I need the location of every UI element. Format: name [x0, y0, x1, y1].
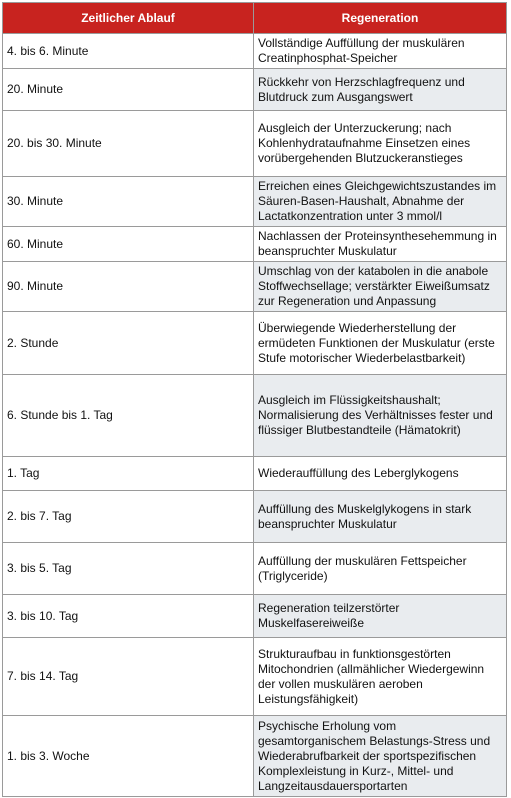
table-row [3, 177, 507, 227]
header-regeneration: Regeneration [254, 3, 507, 34]
regeneration-cell: Auffüllung der muskulären Fettspeicher (Triglyceride) [254, 543, 507, 595]
table-row [3, 375, 507, 457]
table-row [3, 69, 507, 111]
time-cell: 4. bis 6. Minute [3, 34, 254, 69]
header-time: Zeitlicher Ablauf [3, 3, 254, 34]
regeneration-cell: Ausgleich im Flüssigkeitshaushalt; Normalisierung des Verhältnisses fester und flüssiger Blutbestandteile (Hämatokrit) [254, 375, 507, 457]
time-cell: 2. bis 7. Tag [3, 491, 254, 543]
time-cell: 2. Stunde [3, 312, 254, 375]
regeneration-cell: Psychische Erholung vom gesamtorganischem Belastungs-Stress und Wiederabrufbarkeit der sportspezifischen Komplexleistung in Kurz-, Mittel- und Langzeitausdauersportarten [254, 716, 507, 797]
table-row [3, 543, 507, 595]
table-row [3, 457, 507, 491]
table-row [3, 595, 507, 638]
table-row [3, 262, 507, 312]
regeneration-cell: Regeneration teilzerstörter Muskelfasereiweiße [254, 595, 507, 638]
time-cell: 20. Minute [3, 69, 254, 111]
table-row [3, 491, 507, 543]
table-row [3, 111, 507, 177]
time-cell: 30. Minute [3, 177, 254, 227]
regeneration-cell: Nachlassen der Proteinsynthesehemmung in beanspruchter Muskulatur [254, 227, 507, 262]
table-row [3, 312, 507, 375]
time-cell: 20. bis 30. Minute [3, 111, 254, 177]
regeneration-cell: Erreichen eines Gleichgewichtszustandes im Säuren-Basen-Haushalt, Abnahme der Lactatkonzentration unter 3 mmol/l [254, 177, 507, 227]
table-row [3, 716, 507, 797]
regeneration-cell: Wiederauffüllung des Leberglykogens [254, 457, 507, 491]
time-cell: 6. Stunde bis 1. Tag [3, 375, 254, 457]
time-cell: 3. bis 10. Tag [3, 595, 254, 638]
time-cell: 90. Minute [3, 262, 254, 312]
table-row [3, 227, 507, 262]
regeneration-cell: Vollständige Auffüllung der muskulären Creatinphosphat-Speicher [254, 34, 507, 69]
regeneration-cell: Auffüllung des Muskelglykogens in stark beanspruchter Muskulatur [254, 491, 507, 543]
time-cell: 60. Minute [3, 227, 254, 262]
regeneration-cell: Strukturaufbau in funktionsgestörten Mitochondrien (allmählicher Wiedergewinn der vollen muskulären aeroben Leistungsfähigkeit) [254, 638, 507, 716]
time-cell: 3. bis 5. Tag [3, 543, 254, 595]
table-header-row [3, 3, 507, 34]
time-cell: 7. bis 14. Tag [3, 638, 254, 716]
regeneration-cell: Rückkehr von Herzschlagfrequenz und Blutdruck zum Ausgangswert [254, 69, 507, 111]
regeneration-cell: Ausgleich der Unterzuckerung; nach Kohlenhydrataufnahme Einsetzen eines vorübergehenden Blutzuckeranstieges [254, 111, 507, 177]
time-cell: 1. bis 3. Woche [3, 716, 254, 797]
regeneration-table [2, 2, 507, 797]
time-cell: 1. Tag [3, 457, 254, 491]
table-row [3, 638, 507, 716]
table-row [3, 34, 507, 69]
regeneration-cell: Umschlag von der katabolen in die anabole Stoffwechsellage; verstärkter Eiweißumsatz zur Regeneration und Anpassung [254, 262, 507, 312]
regeneration-cell: Überwiegende Wiederherstellung der ermüdeten Funktionen der Muskulatur (erste Stufe motorischer Wiederbelastbarkeit) [254, 312, 507, 375]
